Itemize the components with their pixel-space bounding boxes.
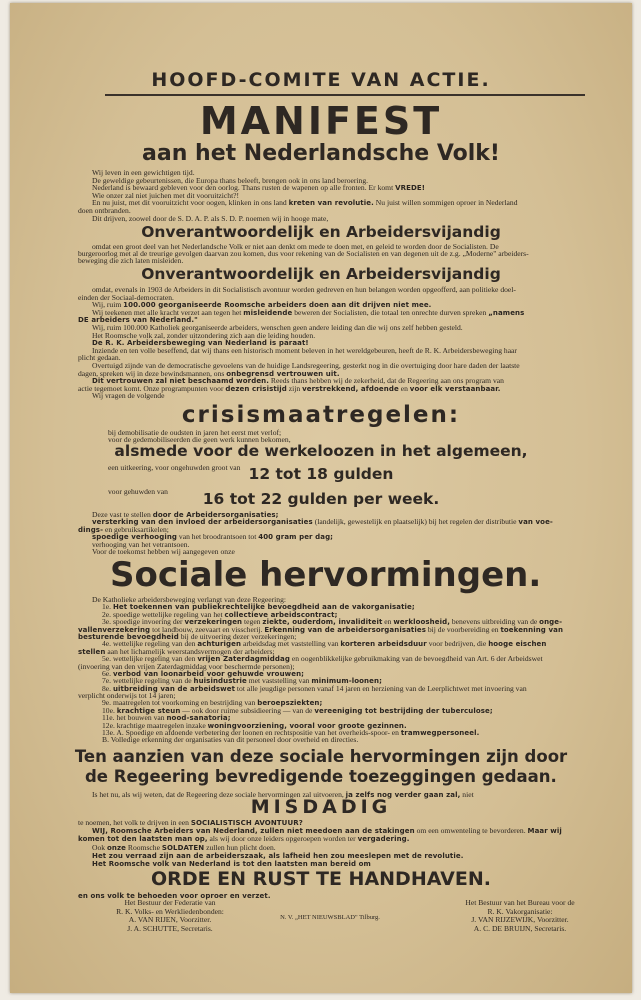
bold-text: spoedige verhooging (92, 533, 178, 542)
bold-text: VREDE! (395, 184, 426, 193)
text: actie tegemoet komt. Onze programpunten voor (78, 383, 226, 393)
bold-text: nood-sanatoria; (166, 714, 231, 723)
text: zullen hun plicht doen. (204, 842, 276, 852)
bold-text: komen tot den laatsten man op, (78, 835, 208, 844)
paragraph-3 (78, 511, 598, 555)
text: tegen (242, 617, 263, 627)
text: 3e. spoedige invoering der (102, 617, 185, 627)
text-line (78, 199, 598, 207)
signatories-right (440, 899, 600, 933)
text: en (398, 383, 410, 393)
text: 9e. maatregelen tot voorkoming en bestrijding van (102, 698, 258, 708)
text-line (78, 699, 598, 706)
text: tot landbouw, zeevaart en visscherij. (150, 624, 265, 634)
text: 13e. A. Spoedige en afdoende verbetering der loonen en rechtspositie van het overheids-spoor- en (102, 728, 401, 738)
text: Nu juist willen sommigen oproer in Nederland (373, 198, 518, 208)
text: Deze vast te stellen (92, 510, 153, 519)
bold-text: verbod van loonarbeid voor gehuwde vrouwen; (112, 669, 305, 678)
bold-text: onbegrensd vertrouwen uit. (226, 369, 340, 378)
text: aan het lichamelijk weerstandsvermogen der arbeiders; (105, 646, 275, 656)
signatory-line: Het Bestuur van het Bureau voor de (465, 898, 575, 907)
text: arbeidsdag met vaststelling van (241, 639, 341, 649)
bold-text: door de Arbeidersorganisaties; (152, 511, 279, 519)
text: verhooging van het vetrantsoen. (92, 539, 190, 549)
text: En nu juist, met dit vooruitzicht voor oogen, klinken in ons land (92, 198, 289, 208)
promise-line-1: Ten aanzien van deze sociale hervormingen zijn door (74, 747, 568, 766)
reforms-list (78, 596, 598, 744)
text: Dit drijven, zoowel door de S. D. A. P. als S. D. P. noemen wij in hooge mate, (92, 213, 329, 223)
paragraph-2 (78, 286, 598, 400)
text: 1e. (102, 602, 113, 612)
text: Het Roomsche volk zal, zonder uitzondering zich aan die leiding houden. (92, 330, 316, 340)
text: dagen, spreken wij in deze bewindsmannen, ons (78, 368, 227, 378)
text: niet (460, 790, 474, 799)
text: te noemen, het volk te drijven in een (78, 818, 191, 827)
bold-text: WIJ, Roomsche Arbeiders van Nederland, zullen niet meedoen aan de stakingen (92, 827, 415, 836)
manifest-subtitle: aan het Nederlandsche Volk! (142, 141, 500, 166)
text: Ook (92, 842, 107, 852)
text: 2e. spoedige wettelijke regeling van het (102, 609, 225, 619)
text: en oogenblikkelijke gebruikmaking van de bevoegdheid van Art. 6 der Arbeidswet (289, 654, 543, 664)
bold-text: besturende bevoegdheid (78, 632, 179, 641)
text-line (78, 860, 598, 868)
bold-text: Dit vertrouwen zal niet beschaamd worden. (92, 377, 270, 386)
signatory-line: J. VAN RIJZEWIJK, Voorzitter. (471, 915, 569, 924)
text: 7e. wettelijke regeling van de (102, 676, 194, 686)
text: Wij teekenen met alle kracht verzet aan tegen het (92, 307, 244, 317)
text: Reeds thans hebben wij de zekerheid, dat de Regeering aan ons program van (269, 376, 504, 386)
text: Voor de toekomst hebben wij aangegeven onze (92, 546, 235, 556)
text: Inziende en ten volle beseffend, dat wij thans een historisch moment beleven in het wereldgebeuren, heeft de R. K. Arbeidersbeweging haar (92, 345, 517, 355)
bold-text: huisindustrie (193, 677, 247, 686)
bold-text: vereeniging tot bestrijding der tuberculose; (314, 706, 493, 715)
crisis-line-1: bij demobilisatie de oudsten in jaren het eerst met verlof; (108, 428, 282, 437)
signatory-line: Het Bestuur der Federatie van (124, 898, 216, 907)
signatory-line: A. C. DE BRUIJN, Secretaris. (473, 923, 567, 933)
bold-text: toekenning van (500, 625, 564, 634)
signatory-line: R. K. Volks- en Werkliedenbonden: (116, 906, 224, 916)
crisis-heading: crisismaatregelen: (181, 402, 461, 428)
bold-text: beroepsziekten; (257, 699, 323, 708)
paragraph-5 (78, 819, 598, 868)
bold-text: achturigen (197, 640, 242, 649)
text: Nederland is bewaard gebleven voor den oorlog. Thans rusten de wapenen op alle fronten. Er komt (92, 183, 396, 193)
text: tot alle jeugdige personen vanaf 14 jaren en herziening van de Leerplichtwet met invoering van (235, 683, 527, 693)
text-line (78, 309, 598, 317)
text: 8e. (102, 683, 113, 693)
text: 11e. het bouwen van (102, 713, 167, 723)
bold-text: ja zelfs nog verder gaan zal, (345, 791, 461, 799)
text-line (78, 257, 598, 264)
bold-text: versterking van den invloed der arbeidersorganisaties (92, 518, 313, 527)
bold-text: en ons volk te behoeden voor oproer en verzet. (78, 892, 271, 900)
bold-text: Erkenning van de arbeidersorganisaties (264, 625, 426, 634)
text: — ook door ruime subsidieering — van de (180, 705, 315, 715)
bold-text: „namens (488, 308, 525, 317)
text: bij de uitvoering dezer verzekeringen; (178, 631, 297, 641)
text-line (78, 215, 598, 223)
text: van het broodrantsoen tot (177, 532, 259, 542)
text: omdat een groot deel van het Nederlandsche Volk er niet aan denkt om mede te doen met, en geleid te worden door de Socialisten. De (92, 242, 499, 251)
text-line (78, 736, 598, 743)
text: plicht gedaan. (78, 353, 121, 363)
bold-text: 100.000 georganiseerde Roomsche arbeiders doen aan dit drijven niet mee. (123, 301, 432, 310)
bold-text: onze (106, 843, 126, 852)
committee-heading: HOOFD-COMITE VAN ACTIE. (151, 69, 491, 91)
bold-text: dezen crisistijd (225, 384, 287, 393)
single-benefit-amount: 12 tot 18 gulden (248, 465, 394, 483)
reforms-heading: Sociale hervormingen. (110, 555, 542, 595)
unemployed-heading: alsmede voor de werkeloozen in het algemeen, (114, 442, 528, 460)
text: doen ontbranden. (78, 205, 131, 215)
text-line (78, 332, 598, 340)
bold-text: werkloosheid, (393, 618, 450, 627)
text: als wij door onze leiders opgeroepen worden ter (207, 834, 358, 844)
signatory-line: A. VAN RIJEN, Voorzitter. (128, 915, 212, 924)
text: 6e. (102, 668, 113, 678)
bold-text: minimum-loonen; (311, 677, 382, 686)
text: voor bedrijven, die (426, 639, 489, 649)
heading-irresponsible-2: Onverantwoordelijk en Arbeidersvijandig (141, 265, 501, 283)
text: Roomsche (126, 842, 162, 852)
manifest-title: MANIFEST (199, 99, 443, 143)
bold-text: krachtige steun (116, 706, 181, 715)
heading-irresponsible-1: Onverantwoordelijk en Arbeidersvijandig (141, 223, 501, 241)
order-heading: ORDE EN RUST TE HANDHAVEN. (151, 868, 491, 890)
bold-text: kreten van revolutie. (288, 199, 374, 208)
text: met vaststelling van (246, 676, 312, 686)
text: omdat, evenals in 1903 de Arbeiders in dit Socialistisch avontuur worden gedreven en hun belangen worden opgeofferd, aan politieke doel- (92, 285, 516, 294)
text-line (78, 663, 598, 670)
text: bij de voorbereiding en (425, 624, 501, 634)
bold-text: stellen (78, 647, 106, 656)
bold-text: ziekte, ouderdom, invaliditeit (262, 618, 383, 627)
text: Wie onzer zal niet juichen met dit vooruitzicht?! (92, 190, 240, 200)
text: 12e. krachtige maatregelen inzake (102, 720, 208, 730)
text: Wij leven in een gewichtigen tijd. (92, 168, 195, 177)
text: B. Volledige erkenning der organisaties van dit personeel door overheid en directies. (102, 735, 359, 745)
text: (landelijk, gewestelijk en plaatselijk) bij het regelen der distributie (312, 517, 519, 527)
intro-text (78, 169, 598, 222)
text: (invoering van den vrijen Zaterdagmiddag voor beschermde personen); (78, 661, 295, 671)
text: en (382, 617, 394, 627)
bold-text: uitbreiding van de arbeidswet (112, 684, 236, 693)
bold-text: verzekeringen (184, 618, 243, 627)
crisis-line-2: voor de gedemobiliseerden die geen werk kunnen bekomen, (108, 435, 291, 444)
bold-text: vallenverzekering (78, 625, 151, 634)
signatories-left (95, 899, 245, 933)
text-line (78, 392, 598, 400)
signatory-line: R. K. Vakorganisatie: (487, 906, 553, 916)
text: burgeroorlog met al de treurige gevolgen daarvan zou komen, dus voor rekening van de Socialisten en van degenen uit de z.g. „Moderne" arbeiders- (78, 249, 529, 259)
bold-text: De R. K. Arbeidersbeweging van Nederland is paraat! (92, 339, 309, 348)
text: verplicht onderwijs tot 14 jaren; (78, 691, 176, 701)
bold-text: Het zou verraad zijn aan de arbeiderszaak, als lafheid hen zou meeslepen met de revolutie. (92, 851, 464, 860)
text: 10e. (102, 705, 117, 715)
bold-text: 400 gram per dag; (258, 533, 334, 542)
text: Wij, ruim (92, 300, 124, 310)
bold-text: vrijen Zaterdagmiddag (197, 655, 290, 664)
text: benevens uitbreiding van de (449, 617, 540, 627)
married-benefit-amount: 16 tot 22 gulden per week. (202, 490, 440, 508)
promise-line-2: de Regeering bevredigende toezeggingen gedaan. (85, 767, 557, 786)
text: beweging die zich laten misleiden. (78, 256, 184, 266)
bold-text: korteren arbeidsduur (340, 640, 427, 649)
bold-text: misleidende (243, 308, 293, 317)
bold-text: SOCIALISTISCH AVONTUUR? (190, 819, 303, 827)
paragraph-1 (78, 243, 598, 265)
text: 4e. wettelijke regeling van den (102, 639, 198, 649)
bold-text: tramwegpersoneel. (400, 729, 480, 738)
text: om een omwenteling te bevorderen. (414, 826, 528, 836)
bold-text: vergadering. (357, 835, 410, 844)
single-benefit-label: een uitkeering, voor ongehuwden groot van (108, 463, 241, 472)
bold-text: hooge eischen (488, 640, 547, 649)
bold-text: woningvoorziening, vooral voor groote gezinnen. (207, 721, 407, 730)
text: Overtuigd zijnde van de democratische gevoelens van de huidige Landsregeering, gesterkt nog in die overtuiging door hare daden der laatste (92, 360, 520, 370)
text: zijn (286, 383, 303, 393)
text: De Katholieke arbeidersbeweging verlangt van deze Regeering: (92, 595, 286, 604)
bold-text: voor elk verstaanbaar. (409, 384, 501, 393)
text-line (78, 852, 598, 860)
bold-text: collectieve arbeidscontract; (224, 610, 338, 619)
bold-text: verstrekkend, afdoende (302, 384, 399, 393)
text-line (78, 347, 598, 355)
bold-text: SOLDATEN (161, 843, 205, 852)
bold-text: DE arbeiders van Nederland." (78, 316, 198, 325)
manifesto-poster (10, 3, 632, 993)
text-line (78, 626, 598, 633)
crime-heading: MISDADIG (250, 796, 392, 818)
bold-text: Het Roomsche volk van Nederland is tot den laatsten man bereid om (92, 859, 371, 868)
married-benefit-label: voor gehuwden van (108, 487, 168, 496)
bold-text: onge- (539, 618, 563, 627)
bold-text: van voe- (518, 518, 553, 527)
text: beweren der Socialisten, die totaal ten onrechte durven spreken (292, 307, 489, 317)
text: De geweldige gebeurtenissen, die Europa thans beleeft, brengen ook in ons land beroering. (92, 175, 369, 185)
text: einden der Sociaal-democraten. (78, 292, 174, 302)
divider (105, 94, 585, 96)
bold-text: Het toekennen van publiekrechtelijke bevoegdheid aan de vakorganisatie; (112, 603, 415, 612)
text: en gebruiksartikelen; (103, 524, 169, 534)
text-line (78, 844, 598, 852)
text: Is het nu, als wij weten, dat de Regeering deze sociale hervormingen zal uitvoeren, (92, 790, 346, 799)
text: Wij vragen de volgende (92, 391, 165, 401)
bold-text: Maar wij (527, 827, 562, 836)
signatory-line: J. A. SCHUTTE, Secretaris. (127, 923, 213, 933)
text: Wij, ruim 100.000 Katholiek georganiseerde arbeiders, wenschen geen andere leiding dan die wij ons zelf hebben gesteld. (92, 322, 463, 332)
printer-imprint: N. V. „HET NIEUWSBLAD" Tilburg. (280, 914, 380, 921)
text: 5e. wettelijke regeling van den (102, 654, 198, 664)
bold-text: dings- (78, 525, 104, 534)
